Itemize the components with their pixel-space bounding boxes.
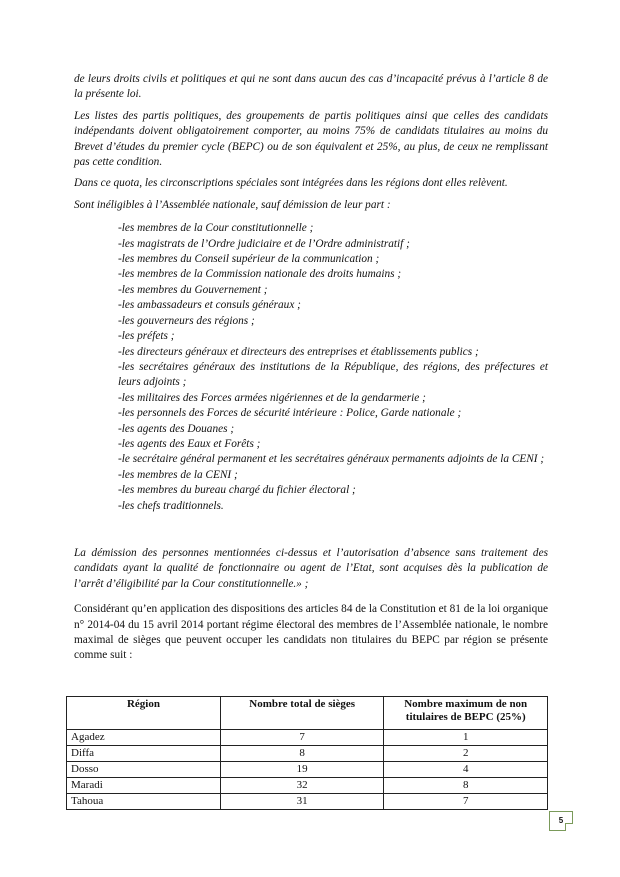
list-item: -les personnels des Forces de sécurité intérieure : Police, Garde nationale ; <box>118 407 462 420</box>
list-item: -les membres du Gouvernement ; <box>118 283 268 296</box>
total-seats-cell: 31 <box>220 794 384 810</box>
list-item: -les secrétaires généraux des institutions de la République, des régions, des préfectures et leurs adjoints ; <box>118 360 548 389</box>
region-cell: Maradi <box>67 778 221 794</box>
table-row <box>67 730 548 746</box>
list-item: -le secrétaire général permanent et les secrétaires généraux permanents adjoints de la CENI ; <box>118 453 545 466</box>
paragraph-considering: Considérant qu’en application des dispositions des articles 84 de la Constitution et 81 de la loi organique n° 2014-04 du 15 avril 2014 portant régime électoral des membres de l’Assemblée nationale, le nombre maximal de sièges que peuvent occuper les candidats non titulaires du BEPC par région se présente comme suit : <box>74 603 548 662</box>
paragraph-eligibility-end: de leurs droits civils et politiques et qui ne sont dans aucun des cas d’incapacité prévus à l’article 8 de la présente loi. <box>74 73 548 101</box>
table-header-row <box>67 697 548 730</box>
header-region: Région <box>67 697 221 730</box>
header-total-seats: Nombre total de sièges <box>220 697 384 730</box>
list-item: -les ambassadeurs et consuls généraux ; <box>118 299 301 312</box>
list-item: -les membres du Conseil supérieur de la communication ; <box>118 253 380 266</box>
paragraph-special-constituencies: Dans ce quota, les circonscriptions spéciales sont intégrées dans les régions dont elles relèvent. <box>74 177 508 190</box>
paragraph-resignation: La démission des personnes mentionnées ci-dessus et l’autorisation d’absence sans traitement des candidats ayant la qualité de fonctionnaire ou agent de l’Etat, sont acquises dès la publication de l’arrêt d’éligibilité par la Cour constitutionnelle.» ; <box>74 547 548 590</box>
total-seats-cell: 32 <box>220 778 384 794</box>
list-item: -les préfets ; <box>118 330 175 343</box>
list-item: -les membres de la Cour constitutionnelle ; <box>118 222 314 235</box>
list-item: -les gouverneurs des régions ; <box>118 314 255 327</box>
max-non-bepc-cell: 1 <box>384 730 548 746</box>
list-item: -les agents des Douanes ; <box>118 422 235 435</box>
seats-table <box>66 696 548 810</box>
region-cell: Dosso <box>67 762 221 778</box>
list-item: -les militaires des Forces armées nigériennes et de la gendarmerie ; <box>118 391 426 404</box>
region-cell: Agadez <box>67 730 221 746</box>
page-corner-fold-icon <box>565 823 573 831</box>
paragraph-ineligibility-intro: Sont inéligibles à l’Assemblée nationale, sauf démission de leur part : <box>74 198 391 211</box>
list-item: -les membres de la CENI ; <box>118 468 238 481</box>
table-row <box>67 746 548 762</box>
total-seats-cell: 7 <box>220 730 384 746</box>
table-row <box>67 778 548 794</box>
table-row <box>67 762 548 778</box>
page-number: 5 <box>549 811 573 831</box>
list-item: -les chefs traditionnels. <box>118 499 224 512</box>
list-item: -les magistrats de l’Ordre judiciaire et de l’Ordre administratif ; <box>118 237 410 250</box>
region-cell: Diffa <box>67 746 221 762</box>
max-non-bepc-cell: 7 <box>384 794 548 810</box>
total-seats-cell: 8 <box>220 746 384 762</box>
list-item: -les membres de la Commission nationale des droits humains ; <box>118 268 402 281</box>
closing-text <box>74 546 548 670</box>
max-non-bepc-cell: 8 <box>384 778 548 794</box>
table-row <box>67 794 548 810</box>
total-seats-cell: 19 <box>220 762 384 778</box>
body-text <box>74 72 548 514</box>
paragraph-candidate-quota: Les listes des partis politiques, des groupements de partis politiques ainsi que celles des candidats indépendants doivent obligatoirement comporter, au moins 75% de candidats titulaires au moins du Brevet d’études du premier cycle (BEPC) ou de son équivalent et 25%, au plus, de ceux ne remplissant pas cette condition. <box>74 109 548 169</box>
header-max-non-bepc: Nombre maximum de non titulaires de BEPC (25%) <box>384 697 548 730</box>
max-non-bepc-cell: 2 <box>384 746 548 762</box>
ineligibles-list <box>118 221 548 514</box>
list-item: -les agents des Eaux et Forêts ; <box>118 437 261 450</box>
region-cell: Tahoua <box>67 794 221 810</box>
list-item: -les directeurs généraux et directeurs des entreprises et établissements publics ; <box>118 345 479 358</box>
max-non-bepc-cell: 4 <box>384 762 548 778</box>
list-item: -les membres du bureau chargé du fichier électoral ; <box>118 484 356 497</box>
